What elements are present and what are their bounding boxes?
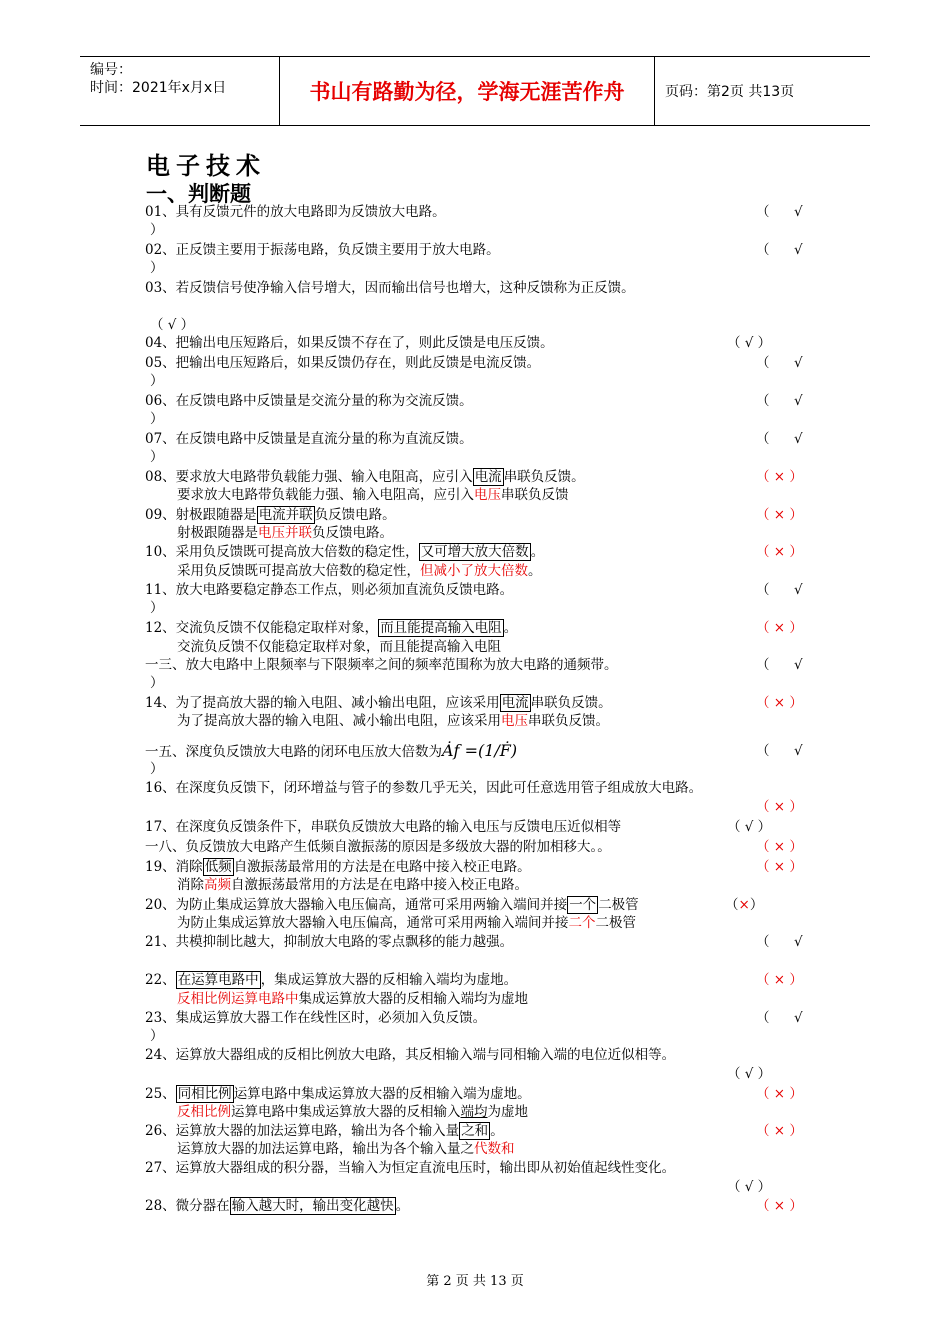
- section-heading: 一、判断题: [146, 182, 251, 206]
- answer-mark: （ × ）: [756, 469, 803, 485]
- header-meta: [80, 57, 280, 125]
- answer-check: √: [794, 242, 803, 258]
- answer-close: ）: [150, 675, 164, 691]
- correction-26: 运算放大器的加法运算电路，输出为各个输入量之代数和: [177, 1141, 515, 1157]
- answer-close: ）: [150, 373, 164, 389]
- question-27: 27、运算放大器组成的积分器，当输入为恒定直流电压时，输出即从初始值起线性变化。: [145, 1160, 676, 1176]
- error-phrase: 之和: [461, 1123, 489, 1139]
- correction-09: 射极跟随器是电压并联负反馈电路。: [177, 525, 393, 541]
- answer-open: （: [756, 582, 770, 598]
- question-20: 20、为防止集成运算放大器输入电压偏高，通常可采用两输入端间并接 一个 二极管: [145, 897, 639, 913]
- answer-open: （: [756, 743, 770, 759]
- question-01: 01、具有反馈元件的放大电路即为反馈放大电路。: [145, 204, 446, 220]
- answer-mark: （×）: [725, 897, 764, 913]
- question-06: 06、在反馈电路中反馈量是交流分量的称为交流反馈。: [145, 393, 473, 409]
- corrected-phrase: 二个: [568, 915, 596, 931]
- number-label: 编号：: [90, 62, 132, 78]
- answer-mark: （ √ ）: [150, 317, 195, 333]
- answer-check: √: [794, 431, 803, 447]
- answer-open: （: [756, 934, 770, 950]
- answer-mark: （ × ）: [756, 507, 803, 523]
- answer-open: （: [756, 657, 770, 673]
- correction-22: 反相比例运算电路中集成运算放大器的反相输入端均为虚地: [177, 991, 528, 1007]
- answer-close: ）: [150, 222, 164, 238]
- question-05: 05、把输出电压短路后，如果反馈仍存在，则此反馈是电流反馈。: [145, 355, 541, 371]
- answer-open: （: [756, 1010, 770, 1026]
- answer-mark: （ × ）: [756, 859, 803, 875]
- answer-mark: （ × ）: [756, 544, 803, 560]
- correction-19: 消除高频自激振荡最常用的方法是在电路中接入校正电路。: [177, 877, 528, 893]
- answer-mark: （ √ ）: [727, 1179, 772, 1195]
- corrected-phrase: 反相比例运算电路中: [177, 991, 299, 1007]
- question-04: 04、把输出电压短路后，如果反馈不存在了，则此反馈是电压反馈。: [145, 335, 554, 351]
- question-28: 28、微分器在 输入越大时，输出变化越快 。: [145, 1198, 410, 1214]
- question-10: 10、采用负反馈既可提高放大倍数的稳定性， 又可增大放大倍数 。: [145, 544, 545, 560]
- question-16: 16、在深度负反馈下，闭环增益与管子的参数几乎无关，因此可任意选用管子组成放大电路。: [145, 780, 703, 796]
- formula-closed-loop-gain: Ȧf =(1/Ḟ): [442, 741, 518, 760]
- corrected-phrase: 反相比例: [177, 1104, 231, 1120]
- question-21: 21、共模抑制比越大，抑制放大电路的零点飘移的能力越强。: [145, 934, 514, 950]
- question-22: 22、 在运算电路中 ，集成运算放大器的反相输入端均为虚地。: [145, 972, 518, 988]
- question-17: 17、在深度负反馈条件下，串联负反馈放大电路的输入电压与反馈电压近似相等: [145, 819, 622, 835]
- question-07: 07、在反馈电路中反馈量是直流分量的称为直流反馈。: [145, 431, 473, 447]
- question-08: 08、要求放大电路带负载能力强、输入电阻高，应引入 电流 串联负反馈。: [145, 469, 585, 485]
- answer-mark: （ × ）: [756, 620, 803, 636]
- motto: 书山有路勤为径，学海无涯苦作舟: [280, 57, 655, 125]
- question-23: 23、集成运算放大器工作在线性区时，必须加入负反馈。: [145, 1010, 487, 1026]
- error-phrase: 电流: [474, 469, 502, 485]
- answer-mark: （ × ）: [756, 1123, 803, 1139]
- answer-check: √: [794, 393, 803, 409]
- time-label: 时间：2021年x月x日: [90, 80, 227, 96]
- answer-check: √: [794, 1010, 803, 1026]
- correction-20: 为防止集成运算放大器输入电压偏高，通常可采用两输入端间并接二个二极管: [177, 915, 636, 931]
- answer-open: （: [756, 431, 770, 447]
- answer-check: √: [794, 355, 803, 371]
- answer-mark: （ × ）: [756, 839, 803, 855]
- answer-mark: （ √ ）: [727, 1066, 772, 1082]
- document-header: [80, 56, 870, 126]
- answer-open: （: [756, 242, 770, 258]
- answer-close: ）: [150, 260, 164, 276]
- answer-close: ）: [150, 1028, 164, 1044]
- error-phrase: 一个: [569, 897, 597, 913]
- question-02: 02、正反馈主要用于振荡电路，负反馈主要用于放大电路。: [145, 242, 500, 258]
- question-09: 09、射极跟随器是 电流并联 负反馈电路。: [145, 507, 396, 523]
- page-info: 页码：第2页 共13页: [665, 84, 795, 100]
- question-15: 一五、深度负反馈放大电路的闭环电压放大倍数为Ȧf =(1/Ḟ): [145, 741, 518, 760]
- answer-check: √: [794, 934, 803, 950]
- answer-check: √: [794, 582, 803, 598]
- error-phrase: 同相比例: [177, 1086, 232, 1102]
- error-phrase: 输入越大时，输出变化越快: [231, 1198, 394, 1214]
- answer-mark: （ × ）: [756, 1086, 803, 1102]
- error-phrase: 电流并联: [258, 507, 313, 523]
- error-phrase: 电流: [501, 695, 529, 711]
- answer-open: （: [756, 204, 770, 220]
- answer-mark: （ √ ）: [727, 335, 772, 351]
- answer-mark: （ × ）: [756, 972, 803, 988]
- answer-mark: （ √ ）: [727, 819, 772, 835]
- error-phrase: 又可增大放大倍数: [420, 544, 529, 560]
- page-footer: 第 2 页 共 13 页: [426, 1274, 524, 1289]
- correction-25: 反相比例运算电路中集成运算放大器的反相输入端均为虚地: [177, 1104, 528, 1120]
- corrected-phrase: 电压: [474, 487, 501, 503]
- question-19: 19、消除 低频 自激振荡最常用的方法是在电路中接入校正电路。: [145, 859, 531, 875]
- question-11: 11、放大电路要稳定静态工作点，则必须加直流负反馈电路。: [145, 582, 514, 598]
- question-25: 25、 同相比例 运算电路中集成运算放大器的反相输入端为虚地。: [145, 1086, 531, 1102]
- question-03: 03、若反馈信号使净输入信号增大，因而输出信号也增大，这种反馈称为正反馈。: [145, 280, 635, 296]
- answer-mark: （ × ）: [756, 695, 803, 711]
- answer-check: √: [794, 204, 803, 220]
- correction-12: 交流负反馈不仅能稳定取样对象，而且能提高输入电阻: [177, 639, 501, 655]
- correction-14: 为了提高放大器的输入电阻、减小输出电阻，应该采用电压串联负反馈。: [177, 713, 609, 729]
- corrected-phrase: 代数和: [474, 1141, 515, 1157]
- question-12: 12、交流负反馈不仅能稳定取样对象， 而且能提高输入电阻 。: [145, 620, 518, 636]
- answer-open: （: [756, 355, 770, 371]
- corrected-phrase: 高频: [204, 877, 231, 893]
- question-26: 26、运算放大器的加法运算电路，输出为各个输入量 之和 。: [145, 1123, 504, 1139]
- answer-check: √: [794, 657, 803, 673]
- correction-08: 要求放大电路带负载能力强、输入电阻高，应引入电压串联负反馈: [177, 487, 569, 503]
- answer-close: ）: [150, 411, 164, 427]
- page-title: 电子技术: [146, 151, 266, 180]
- question-14: 14、为了提高放大器的输入电阻、减小输出电阻，应该采用 电流 串联负反馈。: [145, 695, 612, 711]
- question-24: 24、运算放大器组成的反相比例放大电路，其反相输入端与同相输入端的电位近似相等。: [145, 1047, 676, 1063]
- question-13: 一三、放大电路中上限频率与下限频率之间的频率范围称为放大电路的通频带。: [145, 657, 618, 673]
- error-phrase: 而且能提高输入电阻: [380, 620, 502, 636]
- answer-close: ）: [150, 600, 164, 616]
- answer-mark: （ × ）: [756, 799, 803, 815]
- correction-10: 采用负反馈既可提高放大倍数的稳定性，但减小了放大倍数。: [177, 563, 542, 579]
- corrected-phrase: 电压并联: [258, 525, 312, 541]
- answer-check: √: [794, 743, 803, 759]
- error-phrase: 低频: [204, 859, 232, 875]
- answer-open: （: [756, 393, 770, 409]
- error-phrase: 在运算电路中: [177, 972, 259, 988]
- question-18: 一八、负反馈放大电路产生低频自激振荡的原因是多级放大器的附加相移大。。: [145, 839, 611, 855]
- corrected-phrase: 但减小了放大倍数: [420, 563, 528, 579]
- answer-mark: （ × ）: [756, 1198, 803, 1214]
- answer-close: ）: [150, 449, 164, 465]
- corrected-phrase: 电压: [501, 713, 528, 729]
- answer-close: ）: [150, 761, 164, 777]
